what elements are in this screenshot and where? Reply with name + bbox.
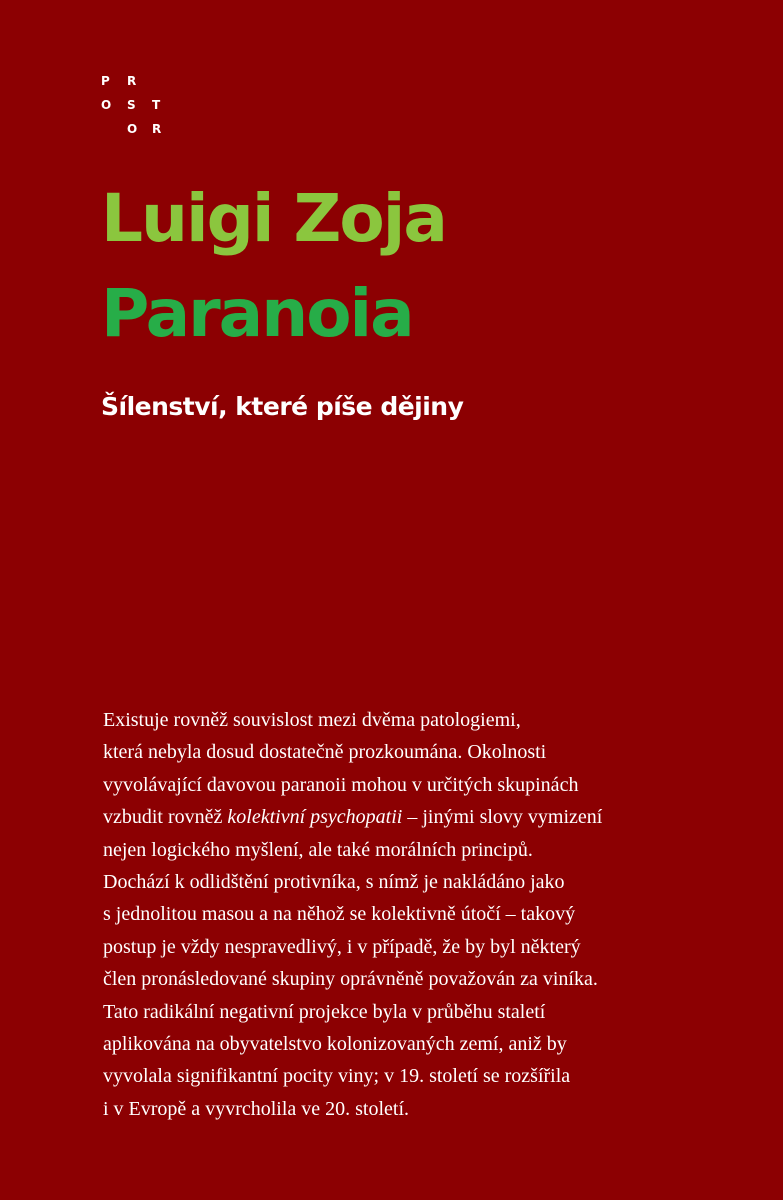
blurb-line: Existuje rovněž souvislost mezi dvěma patologiemi,	[103, 709, 521, 731]
logo-letter: O	[127, 122, 138, 136]
logo-letter: T	[152, 98, 161, 112]
logo-letter: P	[101, 74, 110, 88]
blurb-text	[103, 704, 723, 1125]
blurb-line-end: – jinými slovy vymizení	[402, 806, 603, 829]
blurb-line: s jednolitou masou a na něhož se kolektivně útočí – takový	[103, 903, 576, 926]
logo-letter: R	[152, 122, 162, 136]
blurb-line-start: vzbudit rovněž	[103, 806, 228, 829]
blurb-line	[103, 801, 723, 833]
blurb-line: postup je vždy nespravedlivý, i v případě, že by byl některý	[103, 935, 581, 958]
blurb-line: nejen logického myšlení, ale také morálních principů.	[103, 838, 533, 861]
book-title: Paranoia	[101, 275, 413, 352]
blurb-line: vyvolala signifikantní pocity viny; v 19. století se rozšířila	[103, 1065, 571, 1088]
blurb-line: i v Evropě a vyvrcholila ve 20. století.	[103, 1097, 410, 1120]
logo-letter: S	[127, 98, 136, 112]
publisher-logo	[101, 74, 165, 140]
blurb-line: člen pronásledované skupiny oprávněně považován za viníka.	[103, 968, 598, 991]
book-subtitle: Šílenství, které píše dějiny	[101, 392, 464, 421]
author-name: Luigi Zoja	[101, 180, 446, 257]
blurb-italic-term: kolektivní psychopatii	[227, 806, 403, 829]
blurb-line: aplikována na obyvatelstvo kolonizovaných zemí, aniž by	[103, 1033, 567, 1056]
blurb-line: která nebyla dosud dostatečně prozkoumána. Okolnosti	[103, 741, 547, 764]
logo-letter: R	[127, 74, 137, 88]
blurb-line: Tato radikální negativní projekce byla v průběhu staletí	[103, 1000, 546, 1023]
blurb-line: vyvolávající davovou paranoii mohou v určitých skupinách	[103, 773, 579, 796]
logo-letter: O	[101, 98, 112, 112]
blurb-line: Dochází k odlidštění protivníka, s nímž je nakládáno jako	[103, 871, 565, 894]
